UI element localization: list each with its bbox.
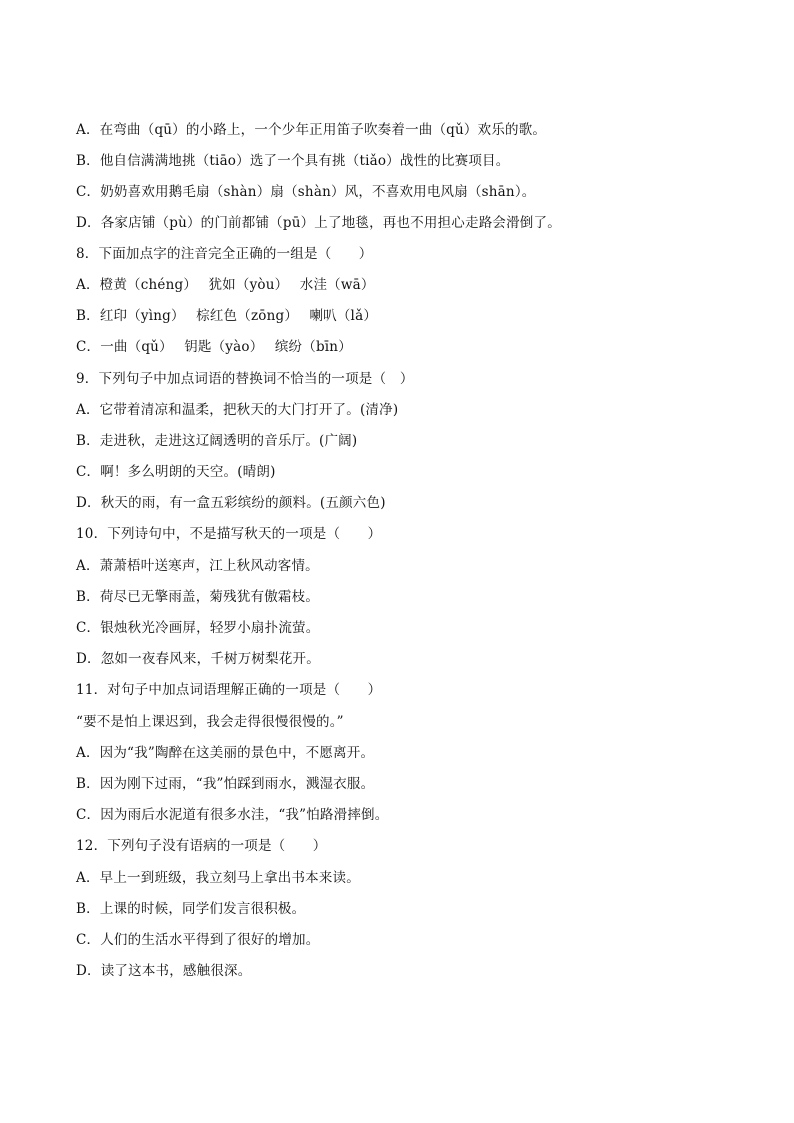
question-12-option-c: C．人们的生活水平得到了很好的增加。 <box>76 932 320 948</box>
question-10-stem: 10．下列诗句中，不是描写秋天的一项是（ ） <box>76 526 382 542</box>
question-10-option-d: D．忽如一夜春风来，千树万树梨花开。 <box>76 651 320 667</box>
question-8-stem: 8．下面加点字的注音完全正确的一组是（ ） <box>76 246 373 262</box>
question-11-option-a: A．因为“我”陶醉在这美丽的景色中，不愿离开。 <box>76 745 375 761</box>
question-9-option-b: B．走进秋，走进这辽阔透明的音乐厅。(广阔) <box>76 433 358 449</box>
question-12-option-d: D．读了这本书，感触很深。 <box>76 963 252 979</box>
question-10-option-b: B．荷尽已无擎雨盖，菊残犹有傲霜枝。 <box>76 589 320 605</box>
question-9-option-d: D．秋天的雨，有一盒五彩缤纷的颜料。(五颜六色) <box>76 495 386 511</box>
question-12-option-b: B．上课的时候，同学们发言很积极。 <box>76 901 306 917</box>
question-11-option-c: C．因为雨后水泥道有很多水洼，“我”怕路滑摔倒。 <box>76 807 389 823</box>
question-12-stem: 12．下列句子没有语病的一项是（ ） <box>76 838 327 854</box>
question-11-stem: 11．对句子中加点词语理解正确的一项是（ ） <box>76 682 382 698</box>
text-line: D．各家店铺（pù）的门前都铺（pū）上了地毯，再也不用担心走路会滑倒了。 <box>76 215 561 231</box>
question-10-option-a: A．萧萧梧叶送寒声，江上秋风动客情。 <box>76 558 319 574</box>
question-12-option-a: A．早上一到班级，我立刻马上拿出书本来读。 <box>76 870 360 886</box>
question-8-option-a: A．橙黄（chéng） 犹如（yòu） 水洼（wā） <box>76 277 375 293</box>
text-line: C．奶奶喜欢用鹅毛扇（shàn）扇（shàn）风，不喜欢用电风扇（shān）。 <box>76 184 536 200</box>
text-line: B．他自信满满地挑（tiāo）选了一个具有挑（tiǎo）战性的比赛项目。 <box>76 153 510 169</box>
question-8-option-c: C．一曲（qǔ） 钥匙（yào） 缤纷（bīn） <box>76 339 352 355</box>
question-9-stem: 9．下列句子中加点词语的替换词不恰当的一项是（ ） <box>76 371 414 387</box>
question-9-option-c: C．啊！多么明朗的天空。(晴朗) <box>76 464 276 480</box>
question-9-option-a: A．它带着清凉和温柔，把秋天的大门打开了。(清净) <box>76 402 399 418</box>
question-11-quote: “要不是怕上课迟到，我会走得很慢很慢的。” <box>76 714 344 730</box>
question-11-option-b: B．因为刚下过雨，“我”怕踩到雨水，溅湿衣服。 <box>76 776 375 792</box>
question-10-option-c: C．银烛秋光冷画屏，轻罗小扇扑流萤。 <box>76 620 320 636</box>
question-8-option-b: B．红印（yìng） 棕红色（zōng） 喇叭（lǎ） <box>76 308 378 324</box>
text-line: A．在弯曲（qū）的小路上，一个少年正用笛子吹奏着一曲（qǔ）欢乐的歌。 <box>76 122 547 138</box>
